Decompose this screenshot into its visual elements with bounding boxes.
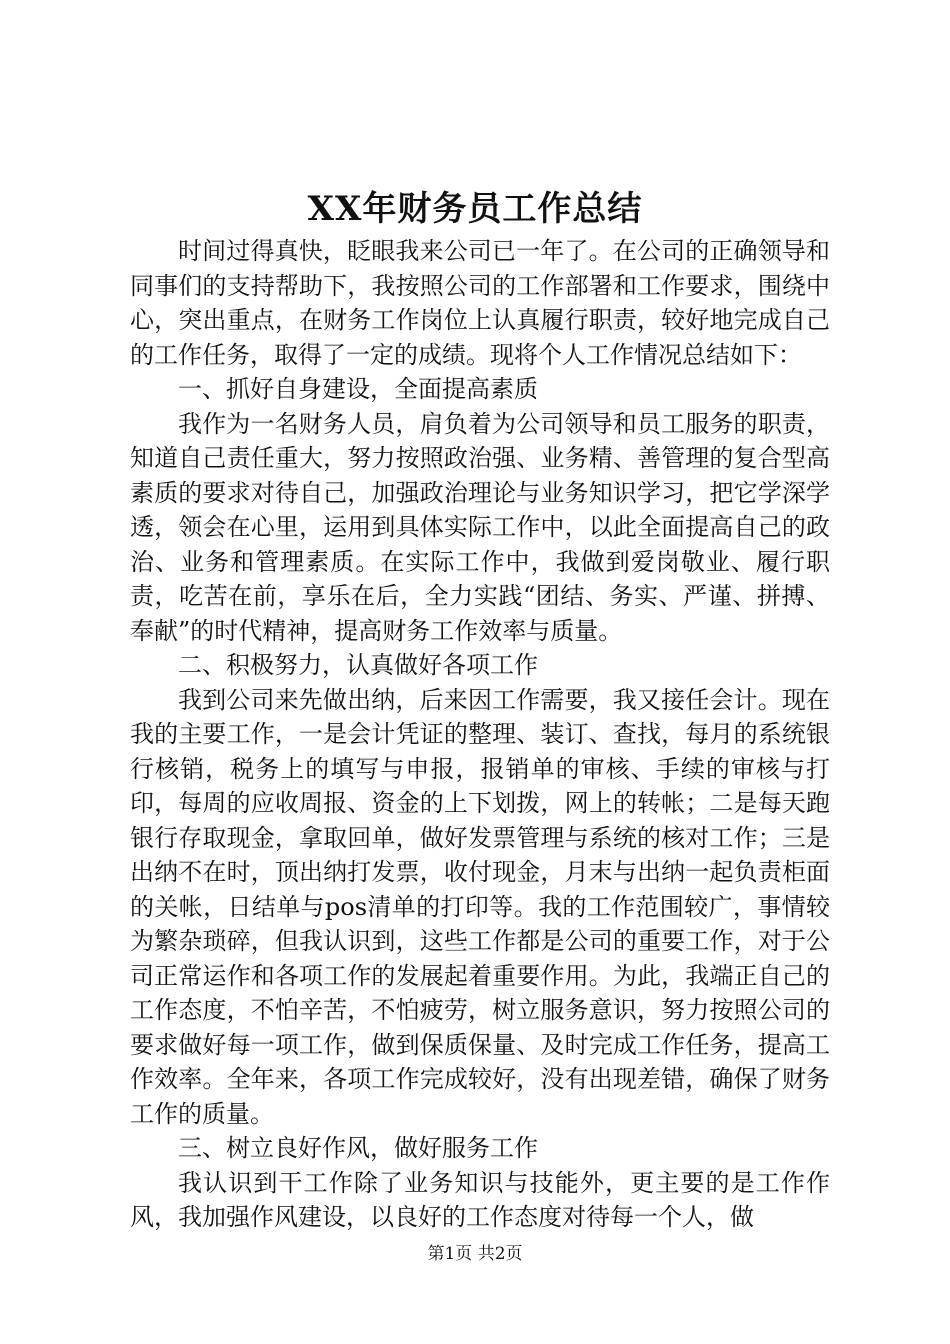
section-heading-2: 二、积极努力，认真做好各项工作 — [178, 651, 538, 679]
section-heading-1: 一、抓好自身建设，全面提高素质 — [178, 375, 538, 403]
page-number-footer: 第1页 共2页 — [427, 1244, 523, 1264]
document-body — [130, 234, 830, 1235]
section-2-paragraph: 我到公司来先做出纳，后来因工作需要，我又接任会计。现在我的主要工作，一是会计凭证的整理、装订、查找，每月的系统银行核销，税务上的填写与申报，报销单的审核、手续的审核与打印，每周的应收周报、资金的上下划拨，网上的转帐；二是每天跑银行存取现金，拿取回单，做好发票管理与系统的核对工作；三是出纳不在时，顶出纳打发票，收付现金，月末与出纳一起负责柜面的关帐，日结单与pos清单的打印等。我的工作范围较广，事情较为繁杂琐碎，但我认识到，这些工作都是公司的重要工作，对于公司正常运作和各项工作的发展起着重要作用。为此，我端正自己的工作态度，不怕辛苦，不怕疲劳，树立服务意识，努力按照公司的要求做好每一项工作，做到保质保量、及时完成工作任务，提高工作效率。全年来，各项工作完成较好，没有出现差错，确保了财务工作的质量。 — [130, 685, 830, 1128]
section-heading-3: 三、树立良好作风，做好服务工作 — [178, 1134, 538, 1162]
section-1-paragraph: 我作为一名财务人员，肩负着为公司领导和员工服务的职责，知道自己责任重大，努力按照政治强、业务精、善管理的复合型高素质的要求对待自己，加强政治理论与业务知识学习，把它学深学透，领会在心里，运用到具体实际工作中，以此全面提高自己的政治、业务和管理素质。在实际工作中，我做到爱岗敬业、履行职责，吃苦在前，享乐在后，全力实践“团结、务实、严谨、拼搏、奉献”的时代精神，提高财务工作效率与质量。 — [130, 409, 830, 645]
page-title: XX年财务员工作总结 — [307, 189, 643, 229]
section-3-paragraph: 我认识到干工作除了业务知识与技能外，更主要的是工作作风，我加强作风建设，以良好的工作态度对待每一个人，做 — [130, 1168, 830, 1231]
intro-paragraph: 时间过得真快，眨眼我来公司已一年了。在公司的正确领导和同事们的支持帮助下，我按照公司的工作部署和工作要求，围绕中心，突出重点，在财务工作岗位上认真履行职责，较好地完成自己的工作任务，取得了一定的成绩。现将个人工作情况总结如下： — [130, 237, 830, 369]
